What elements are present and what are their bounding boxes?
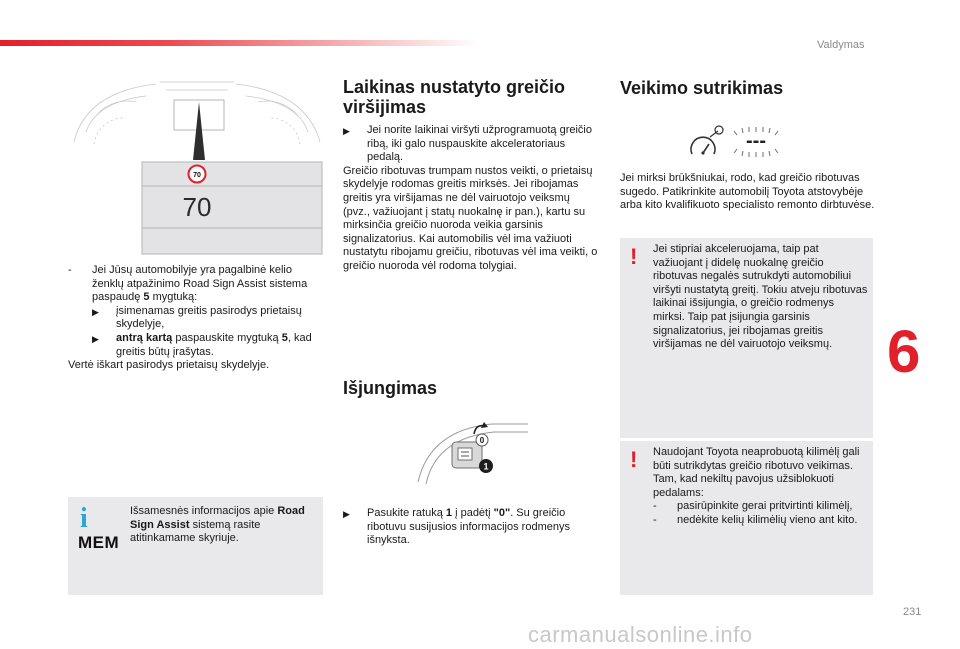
instrument-cluster-illustration [66,72,328,262]
section-title-overspeed: Laikinas nustatyto greičio viršijimas [343,77,566,117]
bullet-icon: ▶ [343,509,350,519]
section-title: Valdymas [817,39,865,51]
knob-zero-label: 0 [479,436,485,445]
overspeed-bullet: ▶ Jei norite laikinai viršyti užprogramuotą greičio ribą, iki galo nuspauskite akceleratoriaus pedalą. [343,124,592,164]
watermark: carmanualsonline.info [528,622,753,647]
warning-text-1: Jei stipriai akceleruojama, taip pat važiuojant į didelę nuokalnę greičio ribotuvas negalės sutrukdyti automobiliui viršyti nustatytą greitį. Tokiu atveju ribotuvas laikinai išsijungia, o greičio rodmenys mirksi. Taip pat įsijungia garsinis signalizatorius, jei ribojamas greitis viršijamas ne dėl vairuotojo veiksmų. [653,243,868,351]
info-box [68,497,323,595]
section-title-deactivation: Išjungimas [343,378,438,398]
bullet-icon: ▶ [92,306,99,317]
section-title-malfunction: Veikimo sutrikimas [620,78,784,98]
bullet-icon: ▶ [92,333,99,344]
warning-box-2 [620,441,873,595]
mem-icon: MEM [78,533,120,552]
malfunction-paragraph: Jei mirksi brūkšniukai, rodo, kad greičio ribotuvas sugedo. Patikrinkite automobilį Toyota atstovybėje arba kito kvalifikuoto specialisto remonto dirbtuvėse. [620,172,875,212]
info-icon: i [80,503,88,534]
deactivation-bullet: ▶ Pasukite ratuką 1 į padėtį "0". Su greičio ribotuvu susijusios informacijos rodmenys išnyksta. [343,507,570,547]
info-text: Išsamesnės informacijos apie Road Sign Assist sistemą rasite atitinkamame skyriuje. [130,505,305,545]
warning-list-item: - pasirūpinkite gerai pritvirtinti kilimėlį, [653,500,853,513]
overspeed-body [343,124,598,274]
step-instructions [68,264,320,373]
warning-list-item: - nedėkite kelių kilimėlių vieno ant kito. [653,513,858,526]
steering-knob-illustration [412,418,530,490]
step-item: - Jei Jūsų automobilyje yra pagalbinė kelio ženklų atpažinimo Road Sign Assist sistema paspaudę 5 mygtuką: [68,264,308,304]
speed-sign-label: 70 [193,172,201,179]
chapter-number: 6 [887,318,921,385]
page-number: 231 [903,606,922,618]
sub-bullet-2: ▶ antrą kartą paspauskite mygtuką 5, kad greitis būtų įrašytas. [92,331,312,358]
knob-number-badge: 1 [483,461,489,472]
speed-limiter-display-illustration [686,124,794,164]
warning-text-2: Naudojant Toyota neaprobuotą kilimėlį gali būti sutrikdytas greičio ribotuvo veikimas. Tam, kad nekiltų pavojus užsiblokuoti pedalams: - pasirūpinkite gerai pritvirtinti kilimėlį, - nedėkite kelių kilimėlių vieno ant kito. [653,446,868,528]
sub-bullet-1: ▶ įsimenamas greitis pasirodys prietaisų skydelyje, [92,304,302,331]
bullet-icon: ▶ [343,126,350,136]
warning-icon: ! [630,447,638,472]
overspeed-paragraph: Greičio ribotuvas trumpam nustos veikti, o prietaisų skydelyje rodomas greitis mirksės. Jei ribojamas greitis yra viršijamas ne dėl vairuotojo veiksmų (pvz., važiuojant į statų nuokalnę ir pan.), kartu su mirksinčia greičio nuoroda veikia garsinis signalizatorius. Kai automobilis vėl ima važiuoti nustatytu ribojamu greičiu, ribotuvas vėl ima veikti, o greičio nuoroda vėl rodoma tolygiai. [343,164,598,272]
deactivation-body [343,507,598,548]
warning-box-1 [620,238,873,438]
header-accent-bar [0,40,480,46]
dashes-display: --- [746,130,766,152]
speed-display-value: 70 [182,192,212,222]
warning-icon: ! [630,244,638,269]
after-note: Vertė iškart pasirodys prietaisų skydelyje. [68,359,270,372]
